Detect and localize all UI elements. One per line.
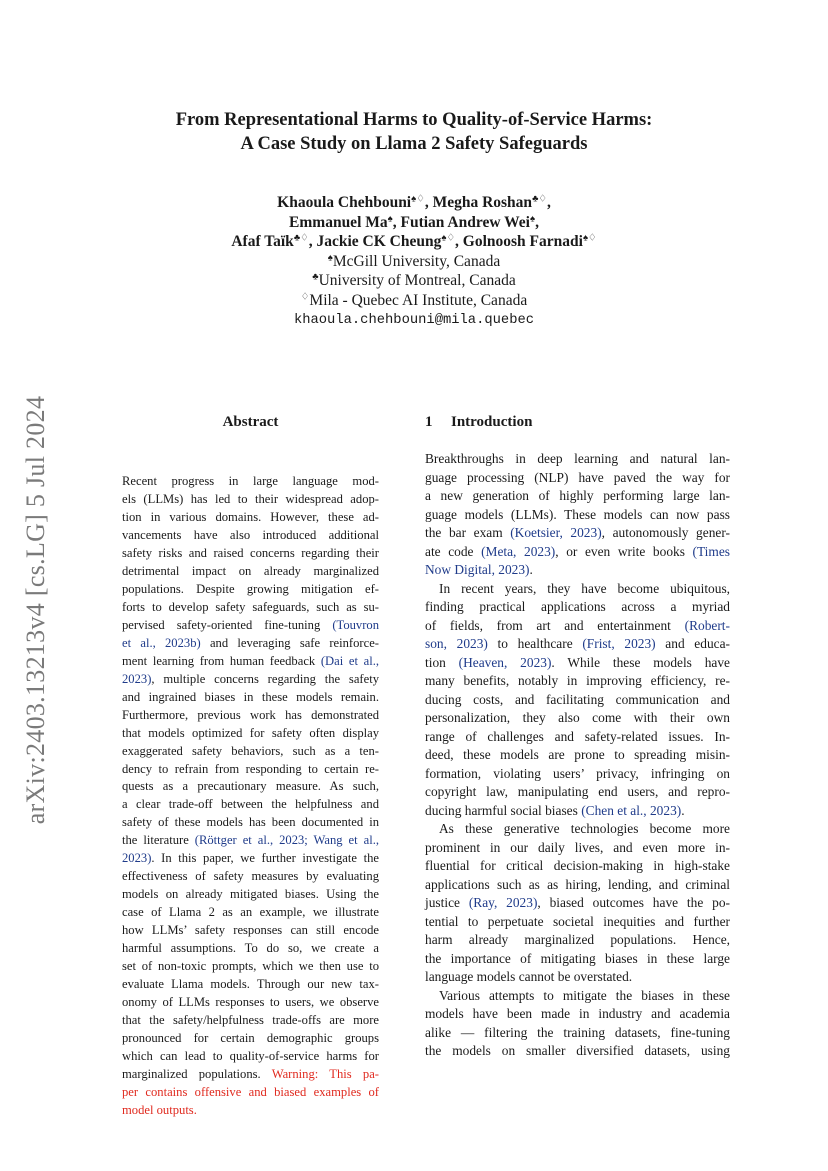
text-line: harm already marginalized populations. Hence, — [425, 932, 730, 947]
contact-email[interactable]: khaoula.chehbouni@mila.quebec — [293, 312, 535, 328]
text-line: As these generative technologies become more — [439, 821, 730, 836]
introduction-body — [425, 450, 730, 1061]
text-line: formation, violating users’ privacy, infringing on — [425, 765, 730, 781]
citation-link[interactable]: Now Digital, 2023) — [425, 562, 530, 577]
affiliation-mila — [100, 291, 728, 311]
author-separator: , — [546, 194, 551, 211]
text-run: . In this paper, we further investigate the — [151, 851, 379, 866]
affiliation-text: Mila - Quebec AI Institute, Canada — [309, 291, 528, 309]
text-run: , autonomously gener- — [601, 525, 730, 540]
citation-link[interactable]: (Koetsier, 2023) — [510, 525, 602, 540]
text-line: Furthermore, previous work has demonstrated — [122, 707, 379, 722]
author-name: Jackie CK Cheung — [316, 233, 442, 251]
affiliation-marks: ♣♢ — [293, 232, 309, 244]
text-run: and educa- — [655, 636, 730, 651]
text-line: case of Llama 2 as an example, we illustrate — [122, 905, 379, 920]
paper-title — [100, 108, 728, 156]
author-line-1 — [100, 193, 728, 213]
text-line: models on already mitigated biases. Using the — [122, 887, 379, 902]
text-line — [425, 635, 730, 654]
text-line: how LLMs’ safety responses can still encode — [122, 923, 379, 938]
arxiv-identifier-stamp — [16, 380, 56, 840]
text-run: ment learning from human feedback — [122, 653, 321, 668]
citation-link[interactable]: son, 2023) — [425, 636, 488, 651]
text-line: Various attempts to mitigate the biases in these — [439, 987, 730, 1003]
text-line — [122, 850, 379, 868]
text-line: els (LLMs) has led to their widespread adop- — [122, 491, 379, 506]
text-line: alike — filtering the training datasets, fine-tuning — [425, 1024, 730, 1040]
text-line: applications such as as hiring, lending, and criminal — [425, 876, 730, 892]
spade-mark: ♠ — [327, 252, 333, 264]
text-line — [122, 1066, 379, 1084]
text-line: tion in various domains. However, these ad- — [122, 509, 379, 524]
text-run: marginalized populations. — [122, 1066, 272, 1081]
citation-link[interactable]: (Touvron — [332, 617, 379, 632]
text-line — [425, 894, 730, 913]
text-run: ducing harmful social biases — [425, 802, 582, 818]
affiliation-marks: ♠♢ — [411, 193, 425, 205]
text-line: ducing costs, and facilitating communication and — [425, 691, 730, 707]
text-line: evaluate Llama models. Through our new tax- — [122, 977, 379, 992]
author-block — [100, 193, 728, 330]
text-line: that models optimized for safety often display — [122, 725, 379, 740]
text-run: . While these models have — [551, 654, 730, 670]
citation-link[interactable]: (Meta, 2023) — [481, 543, 556, 559]
text-line — [122, 635, 379, 653]
text-line: Breakthroughs in deep learning and natural lan- — [425, 451, 730, 466]
text-line: prominent in our daily lives, and even more in- — [425, 839, 730, 855]
text-line: a clear trade-off between the helpfulness and — [122, 797, 379, 812]
content-warning: per contains offensive and biased examples of — [122, 1084, 379, 1099]
citation-link[interactable]: (Dai et al., — [320, 653, 379, 668]
author-name: Megha Roshan — [432, 194, 533, 211]
text-line: tential to perpetuate societal inequities and further — [425, 913, 730, 929]
author-line-3 — [100, 232, 728, 252]
text-run: pervised safety-oriented fine-tuning — [122, 617, 333, 632]
citation-link[interactable]: (Times — [692, 543, 730, 559]
citation-link[interactable]: (Ray, 2023) — [468, 895, 538, 910]
arxiv-identifier-text: arXiv:2403.13213v4 [cs.LG] 5 Jul 2024 — [21, 395, 50, 825]
text-run: . — [681, 802, 685, 818]
text-line — [425, 561, 730, 580]
citation-link[interactable]: (Röttger et al., 2023; Wang et al., — [194, 833, 379, 848]
text-line — [425, 524, 730, 543]
author-separator: , — [392, 213, 401, 231]
text-line — [122, 617, 379, 635]
text-run: ate code — [425, 543, 482, 559]
text-line: exaggerated safety behaviors, such as a ten- — [122, 743, 379, 758]
content-warning: model outputs. — [122, 1102, 197, 1117]
title-line-2: A Case Study on Llama 2 Safety Safeguards — [240, 134, 588, 154]
introduction-heading — [425, 414, 532, 431]
text-line: detrimental impact on already marginalized — [122, 563, 379, 578]
text-line: language models cannot be overstated. — [425, 969, 633, 984]
author-separator: , — [455, 233, 463, 251]
text-run: tion — [425, 654, 459, 670]
author-line-2 — [100, 213, 728, 233]
affiliation-marks: ♠ — [529, 213, 536, 225]
text-line: finding practical applications across a myriad — [425, 599, 730, 614]
citation-link[interactable]: (Frist, 2023) — [582, 636, 656, 651]
text-line: the importance of mitigating biases in these large — [425, 950, 730, 966]
text-line: and ingrained biases in these models remain. — [122, 689, 379, 704]
text-line — [425, 654, 730, 673]
text-line — [425, 617, 730, 636]
affiliation-mcgill — [100, 252, 728, 272]
author-name: Afaf Taïk — [231, 233, 294, 251]
author-name: Futian Andrew Wei — [400, 213, 530, 231]
text-line: harmful assumptions. To do so, we create a — [122, 941, 379, 956]
text-line: vancements have also introduced additional — [122, 527, 379, 542]
text-line — [425, 802, 730, 821]
text-line: dency to refrain from responding to certain re- — [122, 761, 379, 776]
text-line: In recent years, they have become ubiquitous, — [439, 580, 730, 596]
author-name: Golnoosh Farnadi — [462, 233, 583, 251]
text-run: of fields, from art and entertainment — [425, 617, 685, 633]
citation-link[interactable]: 2023) — [122, 671, 152, 686]
text-run: to healthcare — [487, 636, 583, 651]
text-line — [122, 832, 379, 850]
affiliation-marks: ♠♢ — [441, 232, 456, 244]
text-line: deed, these models are prone to spreading misin- — [425, 747, 730, 762]
text-line: Recent progress in large language mod- — [122, 474, 379, 488]
text-line — [425, 543, 730, 562]
text-run: , multiple concerns regarding the safety — [151, 671, 379, 686]
affiliation-marks: ♠ — [387, 213, 393, 225]
text-line: a new generation of highly performing large lan- — [425, 488, 730, 503]
text-line: fluential for critical decision-making in high-stake — [425, 858, 730, 873]
title-line-1: From Representational Harms to Quality-of-Service Harms: — [175, 110, 653, 130]
citation-link[interactable]: (Heaven, 2023) — [458, 654, 552, 670]
abstract-heading: Abstract — [222, 414, 279, 430]
citation-link[interactable]: et al., 2023b) — [122, 635, 201, 650]
content-warning: Warning: This pa- — [271, 1066, 379, 1081]
abstract-body — [122, 473, 379, 1120]
text-line: onomy of LLMs responses to users, we observe — [122, 995, 379, 1010]
text-line: quests as a precautionary measure. As such, — [122, 779, 379, 794]
text-line: copyright law, manipulating end users, and repro- — [425, 784, 730, 799]
text-line: effectiveness of safety measures by evaluating — [122, 869, 379, 884]
text-run: , or even write books — [555, 543, 693, 559]
text-run: the literature — [122, 833, 195, 848]
affiliation-marks: ♣♢ — [532, 193, 547, 205]
affiliation-text: McGill University, Canada — [332, 252, 501, 270]
text-line: safety risks and raised concerns regarding their — [122, 545, 379, 560]
text-run: justice — [425, 895, 469, 910]
text-line — [122, 671, 379, 689]
text-line: pronounced for certain demographic groups — [122, 1031, 379, 1046]
author-name: Khaoula Chehbouni — [277, 194, 412, 211]
text-run: . — [529, 562, 533, 577]
section-number: 1 — [425, 414, 433, 430]
text-line: many benefits, notably in improving efficiency, re- — [425, 673, 730, 688]
citation-link[interactable]: 2023) — [122, 851, 152, 866]
author-separator: , — [424, 194, 433, 211]
text-line: range of challenges and safety-related issues. In- — [425, 728, 730, 744]
citation-link[interactable]: (Chen et al., 2023) — [581, 802, 682, 818]
text-line: models have been made in industry and academia — [425, 1006, 730, 1021]
club-mark: ♣ — [312, 272, 319, 284]
text-line: guage models (LLMs). These models can now pass — [425, 506, 730, 522]
text-line: safety of these models has been documented in — [122, 815, 379, 830]
text-line: the models on smaller diversified datasets, using — [425, 1043, 730, 1058]
author-name: Emmanuel Ma — [289, 213, 388, 231]
text-line — [122, 653, 379, 671]
diamond-mark: ♢ — [300, 291, 310, 303]
citation-link[interactable]: (Robert- — [684, 617, 730, 633]
author-separator: , — [535, 213, 539, 231]
affiliation-marks: ♠♢ — [582, 232, 597, 244]
author-separator: , — [308, 233, 317, 251]
section-title: Introduction — [451, 414, 533, 430]
text-line: guage processing (NLP) have paved the way for — [425, 469, 730, 485]
text-run: the bar exam — [425, 525, 511, 540]
affiliation-text: University of Montreal, Canada — [318, 272, 516, 290]
affiliation-montreal — [100, 271, 728, 291]
text-line: which can lead to quality-of-service harms for — [122, 1049, 379, 1063]
text-run: and leveraging safe reinforce- — [200, 635, 379, 650]
text-line: forts to develop safety safeguards, such as su- — [122, 599, 379, 614]
text-line: set of non-toxic prompts, which we then use to — [122, 959, 379, 974]
text-run: , biased outcomes have the po- — [537, 895, 730, 910]
text-line: populations. Despite growing mitigation ef- — [122, 581, 379, 596]
text-line: that the safety/helpfulness trade-offs are more — [122, 1013, 379, 1028]
text-line: personalization, they also come with their own — [425, 710, 730, 725]
